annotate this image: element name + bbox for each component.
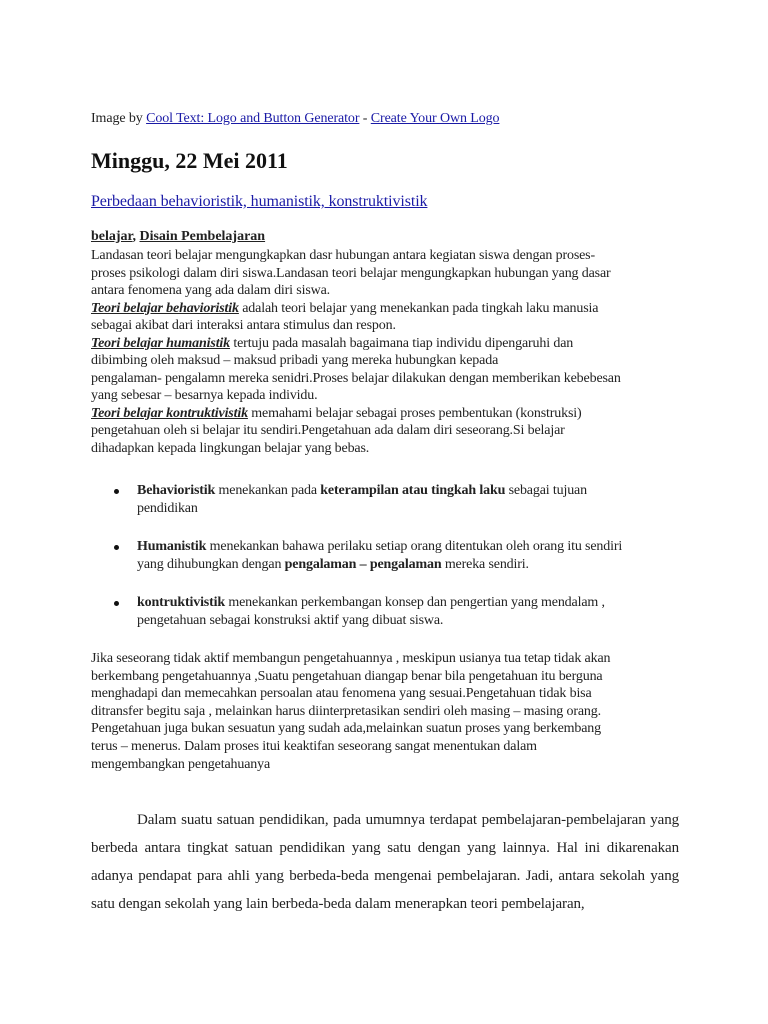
bullet-dot-icon bbox=[114, 601, 119, 606]
text-segment: pengetahuan sebagai konstruksi aktif yang dibuat siswa. bbox=[137, 613, 444, 628]
text-line bbox=[91, 685, 610, 703]
text-segment: mereka sendiri. bbox=[441, 557, 529, 572]
text-line bbox=[137, 482, 622, 500]
text-segment: menghadapi dan memecahkan persoalan atau fenomena yang sesuai.Pengetahuan tidak bisa bbox=[91, 686, 592, 702]
text-segment: adalah teori belajar yang menekankan pada tingkah laku manusia bbox=[238, 300, 599, 316]
bold-term: Humanistik bbox=[137, 539, 207, 554]
text-line bbox=[137, 594, 622, 612]
intro-text bbox=[91, 247, 621, 457]
theory-term: Teori belajar behavioristik bbox=[91, 300, 239, 316]
create-logo-link[interactable]: Create Your Own Logo bbox=[370, 111, 500, 126]
text-segment: ditransfer begitu saja , melainkan harus diinterpretasikan sendiri oleh masing – masing orang. bbox=[91, 703, 601, 719]
text-segment: pengalaman- pengalamn mereka senidri.Proses belajar dilakukan dengan memberikan kebebesan bbox=[91, 370, 621, 386]
label-belajar[interactable]: belajar bbox=[91, 229, 133, 244]
bold-term: keterampilan atau tingkah laku bbox=[320, 483, 506, 498]
text-segment: menekankan pada bbox=[215, 483, 321, 498]
bullet-dot-icon bbox=[114, 545, 119, 550]
text-segment: Landasan teori belajar mengungkapkan dasr hubungan antara kegiatan siswa dengan proses- bbox=[91, 248, 595, 263]
label-disain-pembelajaran[interactable]: Disain Pembelajaran bbox=[139, 229, 266, 244]
bold-term: kontruktivistik bbox=[137, 595, 225, 610]
text-line bbox=[91, 650, 610, 668]
text-segment: sebagai akibat dari interaksi antara stimulus dan respon. bbox=[91, 318, 396, 333]
text-line bbox=[91, 756, 610, 774]
label-separator: , bbox=[132, 229, 140, 244]
text-segment: yang dihubungkan dengan bbox=[137, 557, 285, 572]
text-line bbox=[91, 703, 610, 721]
text-segment: tertuju pada masalah bagaimana tiap individu dipengaruhi dan bbox=[230, 335, 574, 351]
text-segment: menekankan perkembangan konsep dan pengertian yang mendalam , bbox=[225, 595, 605, 610]
text-line bbox=[91, 405, 621, 423]
image-credit bbox=[91, 111, 499, 127]
text-line bbox=[137, 500, 622, 518]
text-line bbox=[91, 352, 621, 370]
text-line bbox=[91, 247, 621, 265]
theory-term: Teori belajar kontruktivistik bbox=[91, 405, 248, 421]
credit-separator: - bbox=[359, 111, 371, 126]
text-segment: sebagai tujuan bbox=[505, 483, 587, 498]
text-segment: proses psikologi dalam diri siswa.Landasan teori belajar mengungkapkan hubungan yang dasar bbox=[91, 265, 611, 281]
cool-text-link[interactable]: Cool Text: Logo and Button Generator bbox=[146, 111, 360, 126]
bullet-item bbox=[91, 594, 622, 630]
text-segment: pengetahuan oleh si belajar itu sendiri.Pengetahuan ada dalam diri seseorang.Si belajar bbox=[91, 423, 565, 438]
post-labels bbox=[91, 229, 265, 245]
text-segment: Jika seseorang tidak aktif membangun pengetahuannya , meskipun usianya tua tetap tidak akan bbox=[91, 651, 611, 666]
text-segment: mengembangkan pengetahuanya bbox=[91, 756, 271, 772]
text-line bbox=[137, 538, 622, 556]
theory-term: Teori belajar humanistik bbox=[91, 335, 231, 351]
text-line bbox=[91, 335, 621, 353]
text-line bbox=[91, 422, 621, 440]
bullet-item bbox=[91, 538, 622, 574]
bullet-list bbox=[91, 482, 622, 650]
text-line bbox=[137, 556, 622, 574]
text-segment: Pengetahuan juga bukan sesuatun yang sudah ada,melainkan suatun proses yang berkembang bbox=[91, 721, 602, 737]
text-segment: terus – menerus. Dalam proses itui keaktifan seseorang sangat menentukan dalam bbox=[91, 738, 537, 754]
body-paragraph bbox=[91, 650, 610, 773]
final-paragraph: Dalam suatu satuan pendidikan, pada umumnya terdapat pembelajaran-pembelajaran yang berbeda antara tingkat satuan pendidikan yang satu dengan yang lainnya. Hal ini dikarenakan adanya pendapat para ahli yang berbeda-beda mengenai pembelajaran. Jadi, antara sekolah yang satu dengan sekolah yang lain berbeda-beda dalam menerapkan teori pembelajaran, bbox=[91, 812, 679, 912]
text-segment: menekankan bahawa perilaku setiap orang ditentukan oleh orang itu sendiri bbox=[206, 539, 623, 554]
text-segment: berkembang pengetahuannya ,Suatu pengetahuan diangap benar bila pengetahuan itu berguna bbox=[91, 668, 603, 684]
credit-prefix: Image by bbox=[91, 111, 147, 126]
text-segment: dihadapkan kepada lingkungan belajar yang bebas. bbox=[91, 440, 370, 456]
text-line bbox=[91, 370, 621, 388]
post-title-link[interactable]: Perbedaan behavioristik, humanistik, konstruktivistik bbox=[91, 193, 428, 210]
bullet-item bbox=[91, 482, 622, 518]
text-segment: antara fenomena yang ada dalam diri siswa. bbox=[91, 283, 330, 298]
bullet-dot-icon bbox=[114, 489, 119, 494]
text-line bbox=[91, 317, 621, 335]
text-line bbox=[91, 387, 621, 405]
text-line bbox=[91, 738, 610, 756]
text-segment: dibimbing oleh maksud – maksud pribadi yang mereka hubungkan kepada bbox=[91, 353, 499, 368]
text-segment: yang sebesar – besarnya kepada individu. bbox=[91, 388, 318, 403]
date-header: Minggu, 22 Mei 2011 bbox=[91, 148, 288, 173]
text-line bbox=[91, 282, 621, 300]
text-segment: pendidikan bbox=[137, 501, 198, 516]
text-line bbox=[91, 265, 621, 283]
text-line bbox=[91, 440, 621, 458]
text-line bbox=[137, 612, 622, 630]
text-line bbox=[91, 668, 610, 686]
bold-term: pengalaman – pengalaman bbox=[284, 557, 442, 572]
bold-term: Behavioristik bbox=[137, 483, 216, 498]
text-line bbox=[91, 300, 621, 318]
text-line bbox=[91, 720, 610, 738]
text-segment: memahami belajar sebagai proses pembentukan (konstruksi) bbox=[247, 405, 582, 421]
